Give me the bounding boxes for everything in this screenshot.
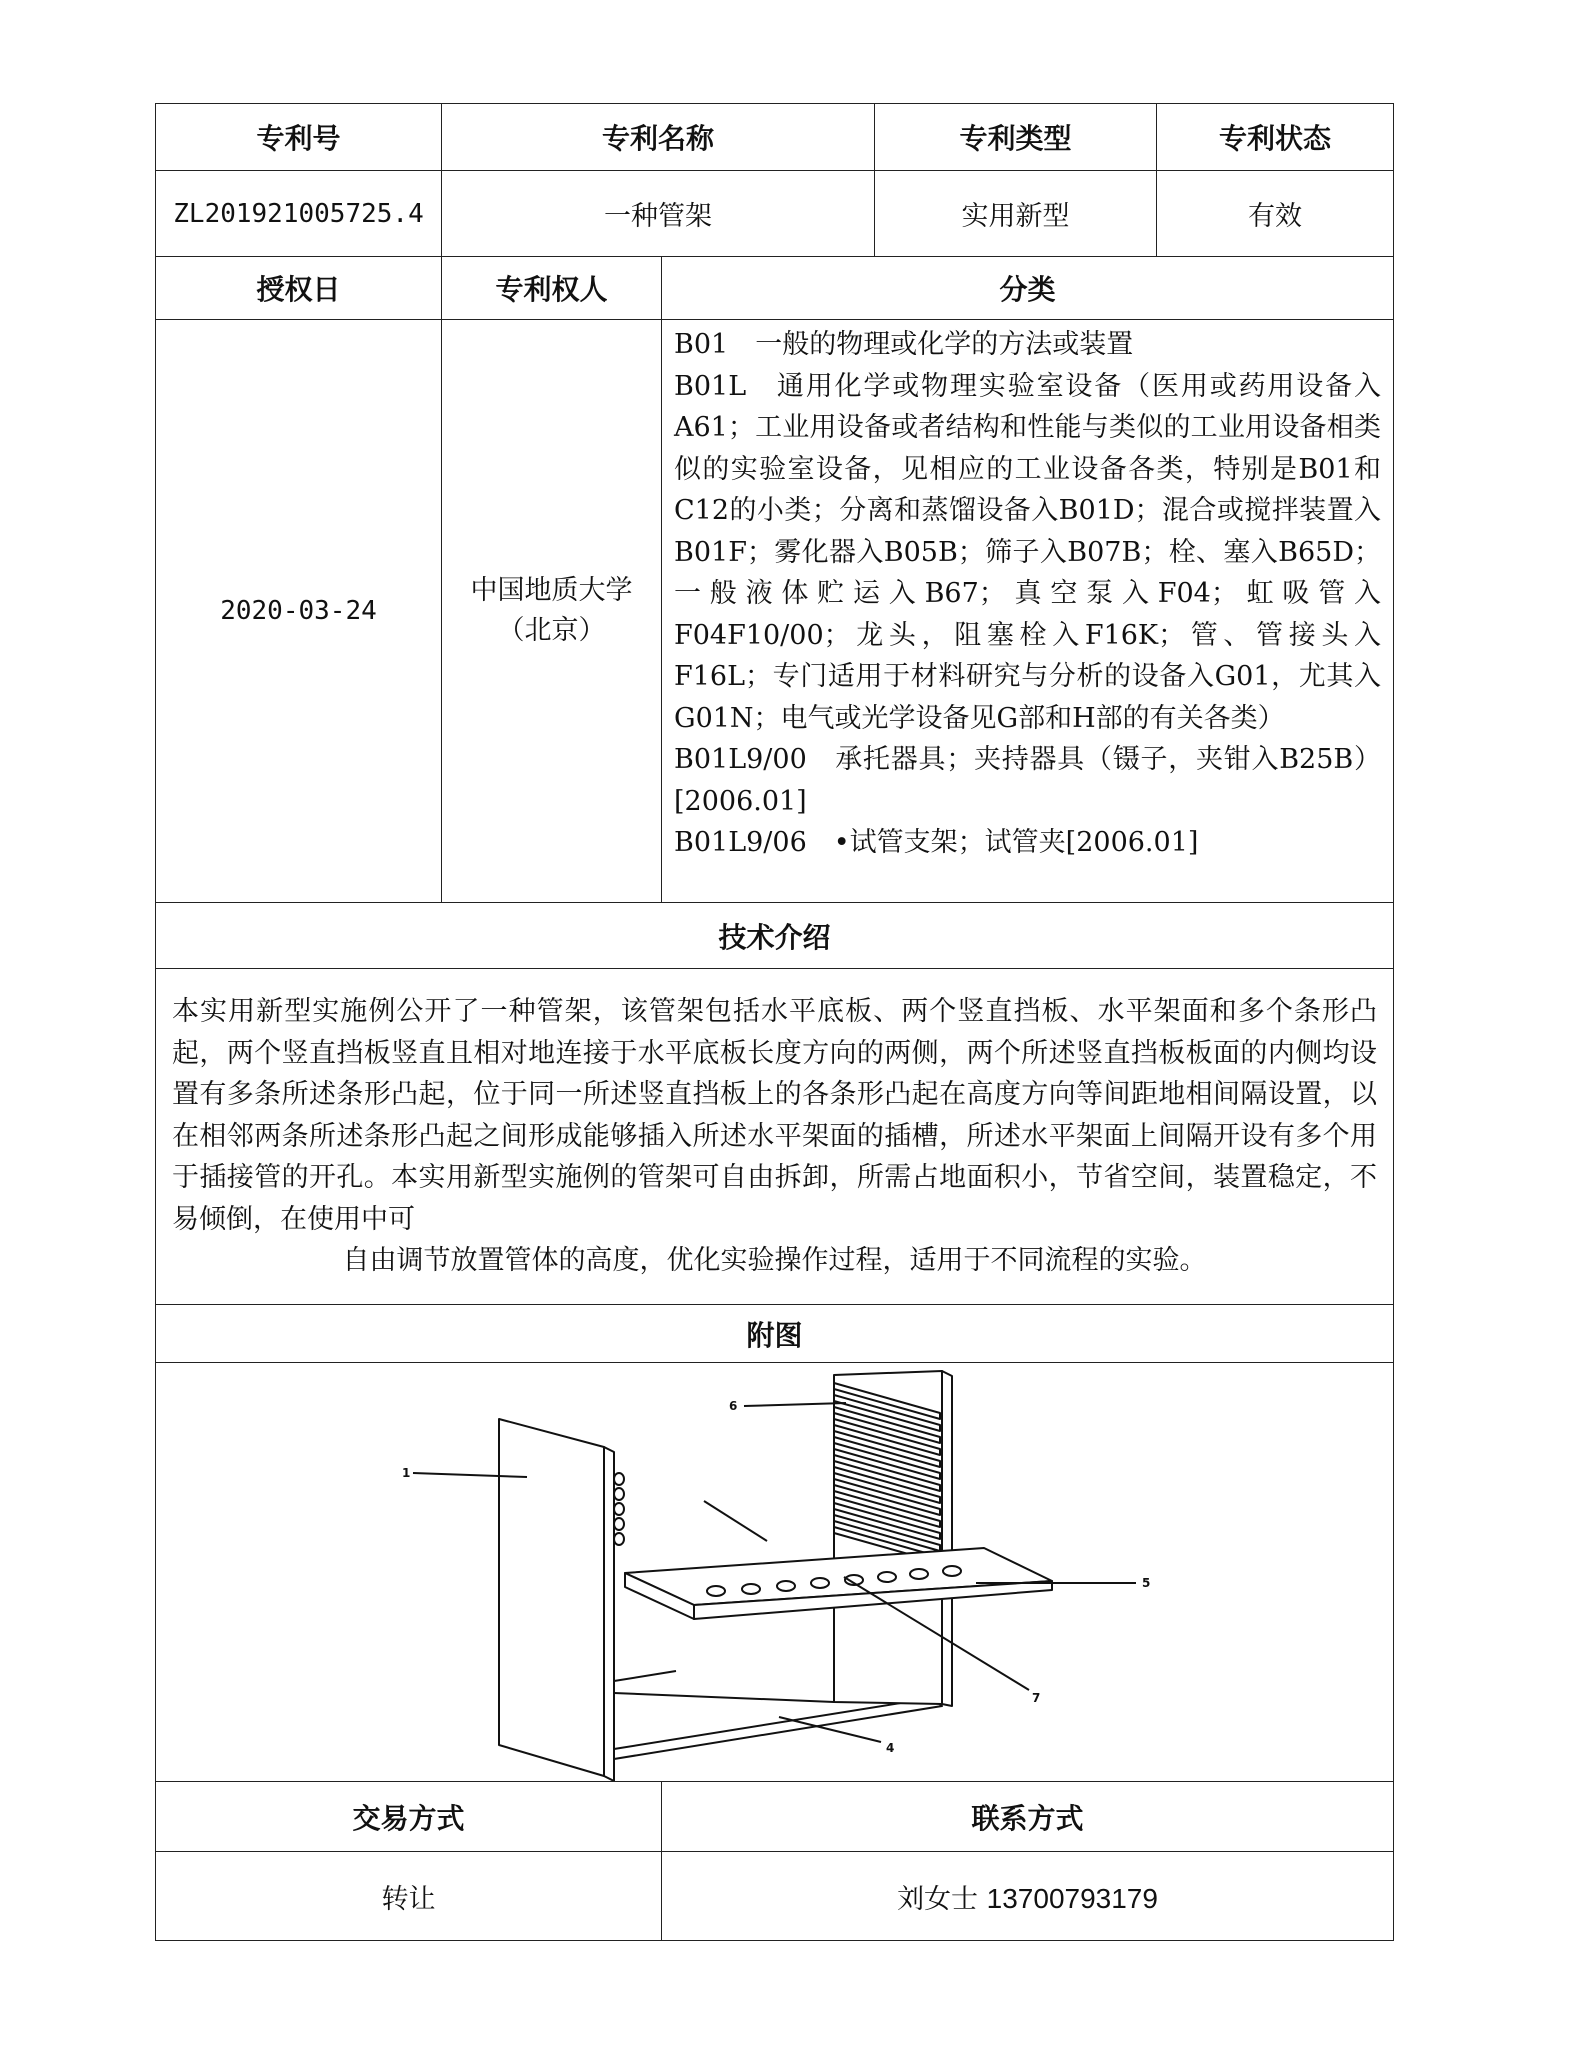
header-patent-name: 专利名称 [442, 104, 875, 171]
patent-status: 有效 [1157, 171, 1394, 257]
header-classification: 分类 [662, 257, 1394, 320]
trade-method: 转让 [156, 1852, 662, 1941]
header-trade-method: 交易方式 [156, 1782, 662, 1852]
left-panel-edge [604, 1447, 614, 1781]
tech-intro-cell [156, 969, 1394, 1305]
tech-intro-last-line: 自由调节放置管体的高度，优化实验操作过程，适用于不同流程的实验。 [342, 1245, 1207, 1277]
contact-name: 刘女士 [897, 1883, 979, 1915]
patentee-line2: （北京） [497, 615, 606, 646]
label-6: 6 [729, 1399, 738, 1413]
header-patent-no: 专利号 [156, 104, 442, 171]
patentee [442, 320, 662, 903]
classification-line: B01L9/00 承托器具；夹持器具（镊子，夹钳入B25B）[2006.01] [674, 744, 1382, 817]
patent-name: 一种管架 [442, 171, 875, 257]
header-tech-intro: 技术介绍 [156, 903, 1394, 969]
patent-sheet [155, 103, 1393, 1941]
left-panel [499, 1419, 604, 1776]
classification-line: B01L9/06 •试管支架；试管夹[2006.01] [674, 827, 1199, 858]
contact-info [662, 1852, 1394, 1941]
classification-line: B01 一般的物理或化学的方法或装置 [674, 329, 1134, 360]
header-patent-type: 专利类型 [875, 104, 1157, 171]
figure-cell [156, 1363, 1394, 1782]
header-grant-date: 授权日 [156, 257, 442, 320]
patentee-line1: 中国地质大学 [470, 575, 633, 606]
classification-cell [662, 320, 1394, 903]
patent-type: 实用新型 [875, 171, 1157, 257]
left-panel-ridges [614, 1473, 624, 1545]
right-panel-edge [942, 1371, 952, 1706]
label-1: 1 [402, 1466, 411, 1480]
header-contact: 联系方式 [662, 1782, 1394, 1852]
patent-number: ZL201921005725.4 [156, 171, 442, 257]
tech-intro-text: 本实用新型实施例公开了一种管架，该管架包括水平底板、两个竖直挡板、水平架面和多个条形凸起，两个竖直挡板竖直且相对地连接于水平底板长度方向的两侧，两个所述竖直挡板板面的内侧均设置有多条所述条形凸起，位于同一所述竖直挡板上的各条形凸起在高度方向等间距地相间隔设置，以在相邻两条所述条形凸起之间形成能够插入所述水平架面的插槽，所述水平架面上间隔开设有多个用于插接管的开孔。本实用新型实施例的管架可自由拆卸，所需占地面积小，节省空间，装置稳定，不易倾倒，在使用中可 [172, 996, 1378, 1235]
grant-date: 2020-03-24 [156, 320, 442, 903]
label-5: 5 [1142, 1576, 1151, 1590]
patent-table [155, 103, 1394, 1941]
classification-line: B01L 通用化学或物理实验室设备（医用或药用设备入A61；工业用设备或者结构和性能与类似的工业用设备相类似的实验室设备，见相应的工业设备各类，特别是B01和C12的小类；分离和蒸馏设备入B01D；混合或搅拌装置入B01F；雾化器入B05B；筛子入B07B；栓、塞入B65D；一般液体贮运入B67；真空泵入F04；虹吸管入F04F10/00；龙头，阻塞栓入F16K；管、管接头入F16L；专门适用于材料研究与分析的设备入G01，尤其入G01N；电气或光学设备见G部和H部的有关各类） [674, 370, 1382, 734]
header-patent-status: 专利状态 [1157, 104, 1394, 171]
label-7: 7 [1032, 1691, 1041, 1705]
label-4: 4 [886, 1741, 895, 1755]
header-figure: 附图 [156, 1305, 1394, 1363]
tube-rack-drawing [156, 1363, 1392, 1781]
leader-6 [744, 1403, 846, 1406]
contact-phone: 13700793179 [986, 1882, 1158, 1914]
header-patentee: 专利权人 [442, 257, 662, 320]
